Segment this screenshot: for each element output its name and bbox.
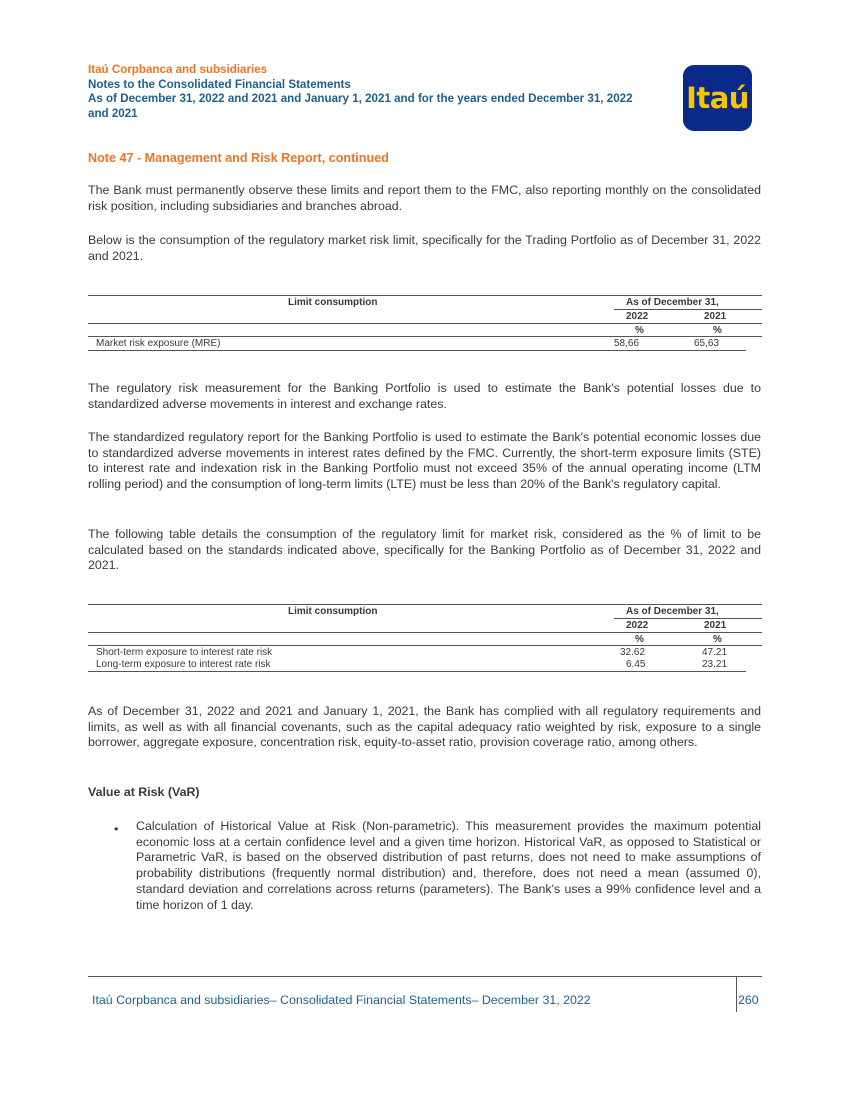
table-year-2021: 2021 xyxy=(704,311,727,322)
table-row-value-2022: 32.62 xyxy=(620,647,646,658)
table-bottom-rule xyxy=(88,671,746,672)
paragraph-banking-intro: The following table details the consumption of the regulatory limit for market risk, considered as the % of limit to be calculated based on the standards indicated above, specifically for the Banking Portfolio as of December 31, 2022 and 2021. xyxy=(88,527,761,573)
table-top-rule xyxy=(88,604,762,605)
table-row-label: Short-term exposure to interest rate risk xyxy=(96,647,273,658)
var-bullet-text: Calculation of Historical Value at Risk (Non-parametric). This measurement provides the maximum potential economic loss at a certain confidence level and a given time horizon. Historical VaR, as opposed to Statistical or Parametric VaR, is based on the observed distribution of past returns, does not need to make assumptions of probability distributions (frequently normal distribution) and, therefore, does not need a mean (assumed 0), standard deviation and correlations across returns (parameters). The Bank's uses a 99% confidence level and a time horizon of 1 day. xyxy=(136,819,761,912)
table-row-label: Market risk exposure (MRE) xyxy=(96,338,221,349)
footer-divider xyxy=(736,976,737,1012)
note-title: Note 47 - Management and Risk Report, continued xyxy=(88,151,389,165)
table-unit-2022: % xyxy=(635,325,644,336)
table-row-value-2021: 47.21 xyxy=(702,647,728,658)
table-unit-rule xyxy=(88,336,762,337)
table-year-2022: 2022 xyxy=(626,311,649,322)
table-header-asof: As of December 31, xyxy=(626,606,719,617)
footer-text: Itaú Corpbanca and subsidiaries– Consolidated Financial Statements– December 31, 2022 xyxy=(92,993,591,1007)
table-row-value-2021: 65,63 xyxy=(694,338,720,349)
table-bottom-rule xyxy=(88,350,746,351)
logo-text: Itaú xyxy=(686,81,749,115)
paragraph-compliance: As of December 31, 2022 and 2021 and January 1, 2021, the Bank has complied with all regulatory requirements and limits, as well as with all financial covenants, such as the capital adequacy ratio weighted by risk, exposure to a single borrower, aggregate exposure, concentration risk, equity-to-asset ratio, provision coverage ratio, among others. xyxy=(88,704,761,750)
paragraph-banking-measure: The regulatory risk measurement for the Banking Portfolio is used to estimate the Bank's potential losses due to standardized adverse movements in interest and exchange rates. xyxy=(88,381,761,411)
table-year-2021: 2021 xyxy=(704,620,727,631)
table-asof-rule xyxy=(614,309,762,310)
var-section-title: Value at Risk (VaR) xyxy=(88,785,200,799)
table-row-label: Long-term exposure to interest rate risk xyxy=(96,659,271,670)
table-asof-rule xyxy=(614,618,762,619)
header-period-line-cont: and 2021 xyxy=(88,106,138,120)
paragraph-banking-report: The standardized regulatory report for the Banking Portfolio is used to estimate the Bank's potential economic losses due to standardized adverse movements in interest rates defined by the FMC. Currently, the short-term exposure limits (STE) to interest rate and indexation risk in the Banking Portfolio must not exceed 35% of the annual operating income (LTM rolling period) and the consumption of long-term limits (LTE) must be less than 20% of the Bank's regulatory capital. xyxy=(88,430,761,492)
trading-portfolio-table xyxy=(88,295,762,355)
header-subtitle: Notes to the Consolidated Financial Statements xyxy=(88,77,351,91)
table-top-rule xyxy=(88,295,762,296)
page-number: 260 xyxy=(738,993,759,1007)
footer-rule xyxy=(88,976,762,977)
table-header-label: Limit consumption xyxy=(288,606,378,617)
itau-logo xyxy=(683,65,752,131)
banking-portfolio-table xyxy=(88,604,762,674)
table-year-rule xyxy=(88,632,762,633)
table-unit-2022: % xyxy=(635,634,644,645)
table-header-asof: As of December 31, xyxy=(626,297,719,308)
table-unit-rule xyxy=(88,645,762,646)
paragraph-trading-intro: Below is the consumption of the regulatory market risk limit, specifically for the Trading Portfolio as of December 31, 2022 and 2021. xyxy=(88,233,761,263)
bullet-icon: • xyxy=(114,822,119,836)
document-header xyxy=(88,63,688,121)
paragraph-limits: The Bank must permanently observe these limits and report them to the FMC, also reporting monthly on the consolidated risk position, including subsidiaries and branches abroad. xyxy=(88,183,761,213)
table-unit-2021: % xyxy=(713,634,722,645)
table-unit-2021: % xyxy=(713,325,722,336)
table-year-rule xyxy=(88,323,762,324)
company-name: Itaú Corpbanca and subsidiaries xyxy=(88,63,268,76)
table-year-2022: 2022 xyxy=(626,620,649,631)
table-row-value-2022: 6.45 xyxy=(626,659,646,670)
table-row-value-2021: 23.21 xyxy=(702,659,728,670)
table-row-value-2022: 58,66 xyxy=(614,338,640,349)
header-period-line: As of December 31, 2022 and 2021 and January 1, 2021 and for the years ended December 31, 2022 xyxy=(88,92,633,106)
table-header-label: Limit consumption xyxy=(288,297,378,308)
